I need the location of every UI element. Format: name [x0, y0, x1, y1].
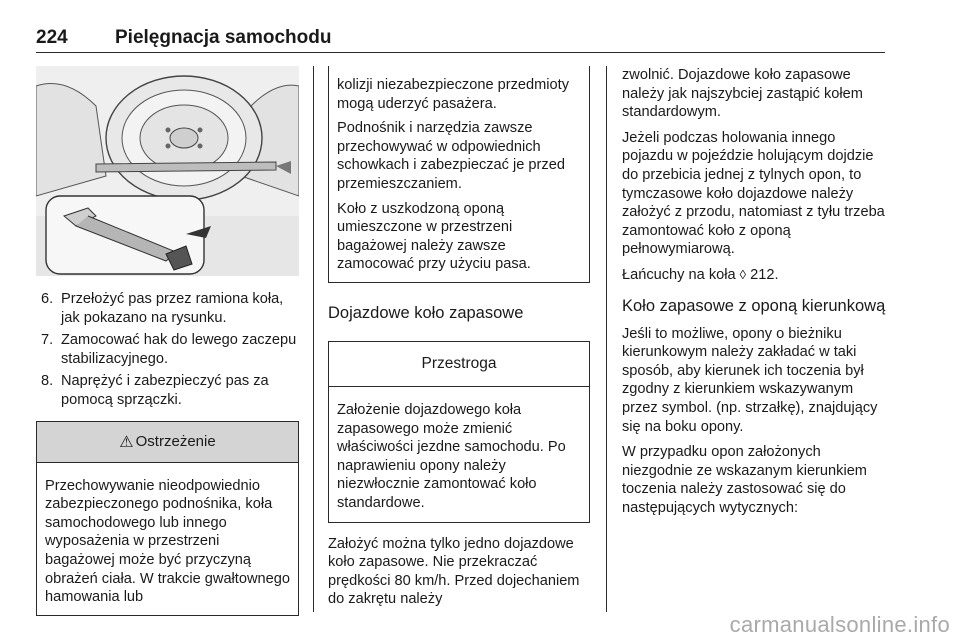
warning-text: Koło z uszkodzoną oponą umieszczone w przestrzeni bagażowej należy zawsze zamocować przy użyciu pasa.	[337, 200, 531, 273]
page-title: Pielęgnacja samochodu	[115, 27, 332, 48]
spare-wheel-illustration	[36, 66, 299, 276]
section-heading: Koło zapasowe z oponą kierunkową	[622, 296, 886, 315]
column-divider	[313, 66, 314, 612]
warning-title: Ostrzeżenie	[135, 433, 216, 451]
body-paragraph: W przypadku opon założonych niezgodnie ze wskazanym kierunkiem toczenia należy zastosować się do następujących wytycznych:	[622, 444, 867, 516]
body-paragraph: Jeśli to możliwe, opony o bieżniku kierunkowym należy zakładać w taki sposób, aby kierunek ich toczenia był zgodny z kierunkiem wskazywanym przez symbol. (np. strzałkę), znajdujący się na boku opony.	[622, 325, 878, 435]
column-left	[36, 66, 299, 616]
caution-text: Założenie dojazdowego koła zapasowego może zmienić właściwości jezdne samochodu. Po naprawieniu opony należy niezwłocznie zamontować koło standardowe.	[337, 401, 566, 511]
body-paragraph: Jeżeli podczas holowania innego pojazdu w pojeździe holującym dojdzie do przebicia jednej z tylnych opon, to tymczasowe koło dojazdowe należy założyć z przodu, natomiast z tyłu trzeba zamontować koło z oponą pełnowymiarową.	[622, 129, 885, 258]
column-middle	[328, 66, 590, 609]
warning-text: Podnośnik i narzędzia zawsze przechowywać w odpowiednich schowkach i zabezpieczać je przed przemieszczaniem.	[337, 120, 565, 192]
section-heading: Dojazdowe koło zapasowe	[328, 303, 524, 322]
warning-continuation	[328, 66, 590, 283]
cross-reference: Łańcuchy na koła ◊ 212.	[622, 266, 779, 283]
body-paragraph: Założyć można tylko jedno dojazdowe koło zapasowe. Nie przekraczać prędkości 80 km/h. Przed dojechaniem do zakrętu należy	[328, 535, 580, 608]
warning-text: Przechowywanie nieodpowiednio zabezpieczonego podnośnika, koła samochodowego lub innego wyposażenia w przestrzeni bagażowej może być przyczyną obrażeń ciała. W trakcie gwałtownego hamowania lub	[45, 477, 290, 606]
warning-triangle-icon: ⚠	[119, 433, 134, 451]
step-list	[36, 290, 299, 410]
watermark: carmanualsonline.info	[729, 612, 950, 637]
warning-text: kolizji niezabezpieczone przedmioty mogą uderzyć pasażera.	[337, 77, 569, 112]
warning-header	[37, 422, 298, 463]
page-reference-link[interactable]: 212.	[750, 266, 779, 283]
page-number: 224	[36, 27, 68, 48]
page-header	[36, 22, 885, 53]
list-item: 7. Zamocować hak do lewego zaczepu stabilizacyjnego.	[41, 332, 297, 367]
list-item: 8. Naprężyć i zabezpieczyć pas za pomocą sprzączki.	[41, 373, 269, 408]
body-paragraph: zwolnić. Dojazdowe koło zapasowe należy jak najszybciej zastąpić kołem standardowym.	[622, 67, 863, 121]
column-right	[622, 66, 890, 524]
caution-title: Przestroga	[329, 342, 589, 387]
column-divider	[606, 66, 607, 612]
warning-box	[36, 421, 299, 616]
list-item: 6. Przełożyć pas przez ramiona koła, jak pokazano na rysunku.	[41, 291, 284, 326]
caution-box	[328, 341, 590, 523]
page-reference-icon: ◊	[739, 266, 747, 282]
